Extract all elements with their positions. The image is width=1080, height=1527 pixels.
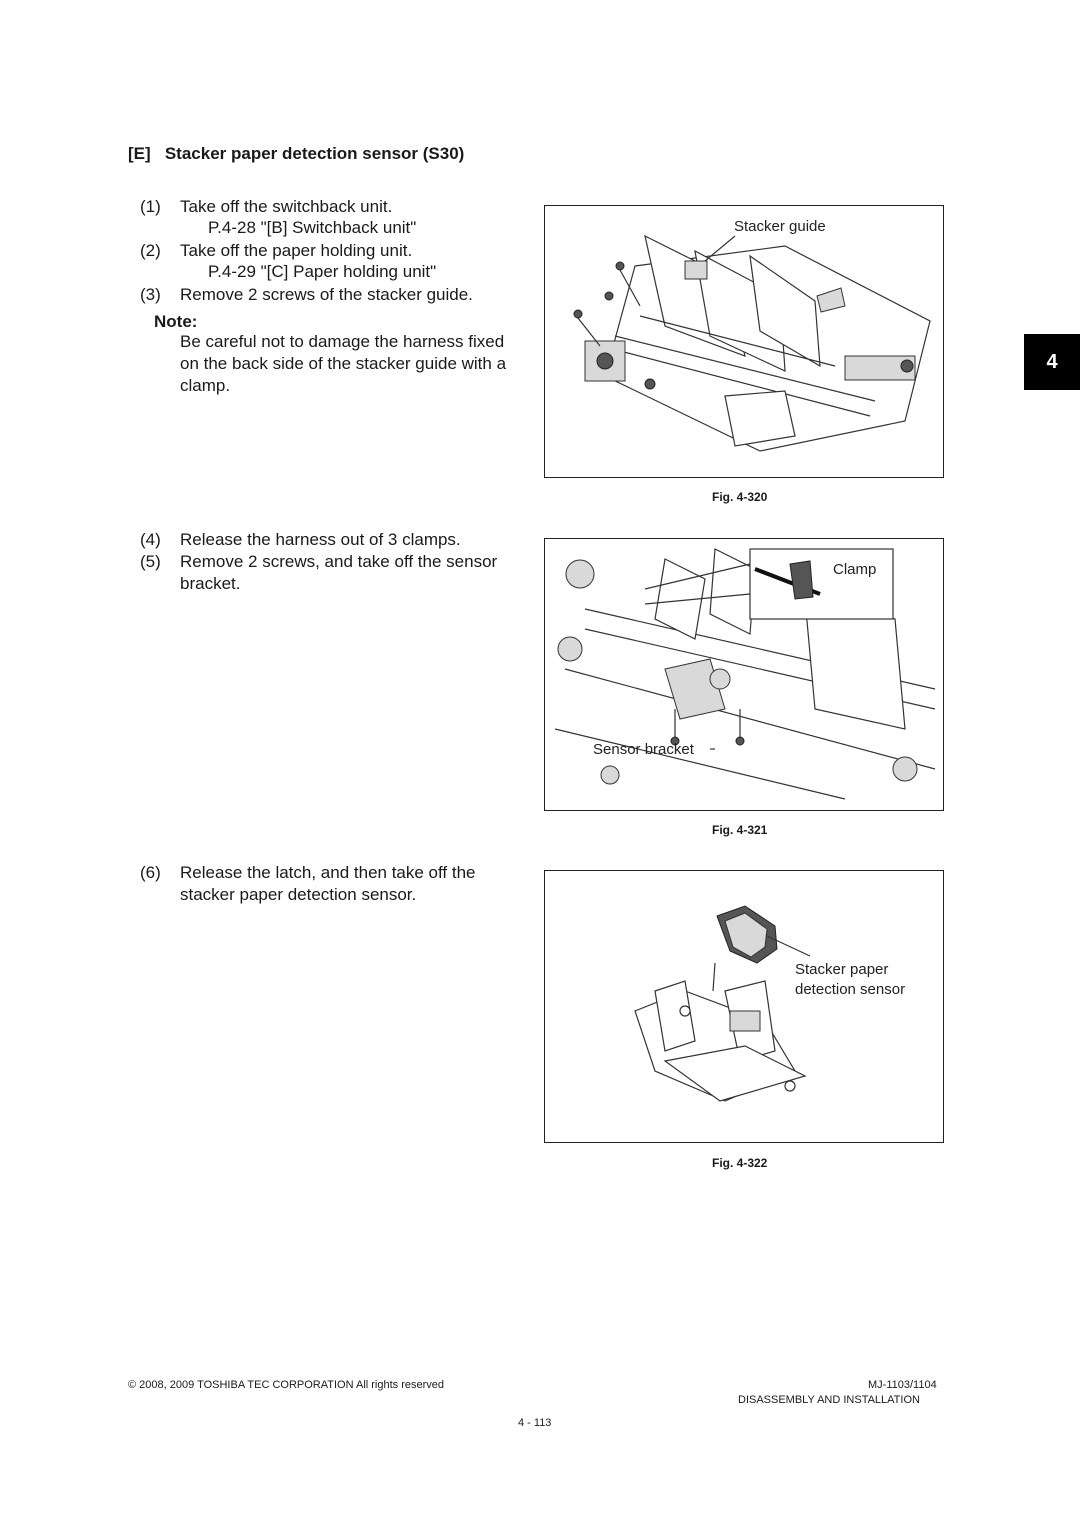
step-text: Release the latch, and then take off the — [180, 863, 476, 882]
footer-model: MJ-1103/1104 — [868, 1379, 937, 1391]
callout-clamp: Clamp — [833, 561, 877, 578]
callout-sensor-bracket: Sensor bracket — [593, 741, 694, 758]
step-number: (2) — [140, 241, 161, 260]
chapter-tab: 4 — [1024, 334, 1080, 390]
note-line: clamp. — [180, 376, 231, 395]
step-number: (1) — [140, 197, 161, 216]
step-text: Take off the paper holding unit. — [180, 241, 413, 260]
step-number: (5) — [140, 552, 161, 571]
step-text: Take off the switchback unit. — [180, 197, 393, 216]
step-number: (3) — [140, 285, 161, 304]
callout-detection-sensor: detection sensor — [795, 981, 906, 998]
step-text: Remove 2 screws, and take off the sensor — [180, 552, 498, 571]
footer-section: DISASSEMBLY AND INSTALLATION — [738, 1394, 920, 1406]
note-title: Note: — [154, 312, 198, 331]
step-text: Remove 2 screws of the stacker guide. — [180, 285, 473, 304]
figure-stacker-paper-detection-sensor — [544, 870, 944, 1143]
page-number: 4 - 113 — [518, 1417, 552, 1429]
reference-link[interactable]: P.4-29 "[C] Paper holding unit" — [208, 262, 437, 281]
footer-copyright: © 2008, 2009 TOSHIBA TEC CORPORATION All rights reserved — [128, 1379, 445, 1391]
note-body — [180, 331, 506, 397]
figure-caption: Fig. 4-321 — [712, 823, 768, 837]
step-number: (6) — [140, 863, 161, 882]
reference-link[interactable]: P.4-28 "[B] Switchback unit" — [208, 218, 417, 237]
figure-caption: Fig. 4-320 — [712, 490, 768, 504]
figure-stacker-guide — [544, 205, 944, 478]
note-line: on the back side of the stacker guide with a — [180, 354, 507, 373]
sensor-bracket-illustration — [545, 539, 944, 811]
step-6-continuation: stacker paper detection sensor. — [180, 885, 417, 904]
callout-stacker-guide: Stacker guide — [734, 218, 826, 235]
detection-sensor-illustration — [545, 871, 944, 1143]
section-heading: [E] Stacker paper detection sensor (S30) — [128, 144, 465, 163]
stacker-guide-illustration — [545, 206, 944, 478]
figure-sensor-bracket — [544, 538, 944, 811]
step-text: Release the harness out of 3 clamps. — [180, 530, 461, 549]
callout-stacker-paper: Stacker paper — [795, 961, 889, 978]
note-line: Be careful not to damage the harness fixed — [180, 332, 505, 351]
step-5-continuation: bracket. — [180, 574, 241, 593]
step-number: (4) — [140, 530, 161, 549]
figure-caption: Fig. 4-322 — [712, 1156, 768, 1170]
